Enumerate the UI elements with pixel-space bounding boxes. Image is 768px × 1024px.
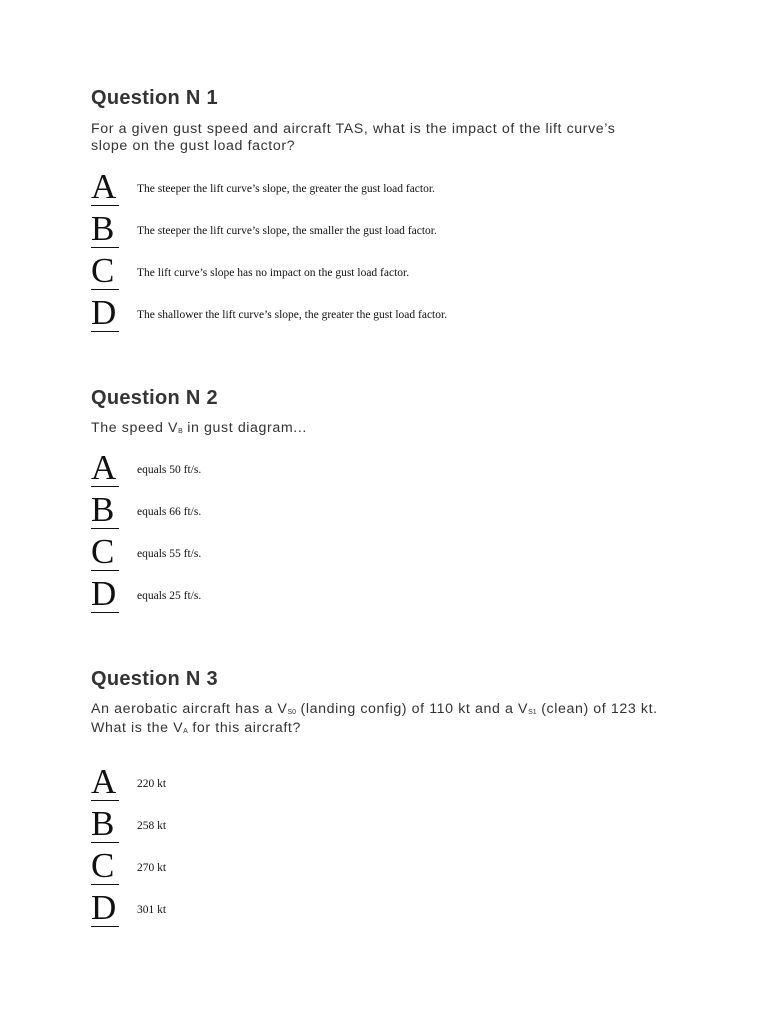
- answer-option-d[interactable]: [91, 293, 691, 338]
- option-letter: A: [91, 451, 119, 487]
- question-text-part: for this aircraft?: [187, 720, 301, 736]
- answer-option-a[interactable]: [91, 448, 691, 493]
- option-text: 270 kt: [137, 862, 167, 874]
- question-text: [91, 701, 681, 739]
- option-text: 220 kt: [137, 778, 167, 790]
- option-letter: B: [91, 493, 119, 529]
- question-text-part: in gust diagram...: [182, 420, 307, 436]
- option-letter: A: [91, 170, 119, 206]
- question-title: [91, 86, 691, 110]
- answer-options: [91, 448, 691, 619]
- question-number: 2: [206, 387, 218, 409]
- answer-option-a[interactable]: [91, 167, 691, 212]
- question-3: [91, 667, 691, 927]
- question-title: [91, 386, 691, 410]
- question-text-part: What is the V: [91, 720, 184, 736]
- question-label: Question N: [91, 668, 201, 690]
- option-text: The steeper the lift curve’s slope, the smaller the gust load factor.: [137, 225, 437, 237]
- question-label: Question N: [91, 87, 201, 109]
- option-letter: A: [91, 765, 119, 801]
- answer-option-b[interactable]: [91, 209, 691, 254]
- question-text-part: The speed V: [91, 420, 179, 436]
- option-text: equals 25 ft/s.: [137, 590, 202, 602]
- answer-option-a[interactable]: [91, 762, 691, 807]
- question-label: Question N: [91, 387, 201, 409]
- question-2: [91, 386, 691, 613]
- answer-option-c[interactable]: [91, 532, 691, 577]
- option-text: The steeper the lift curve’s slope, the greater the gust load factor.: [137, 183, 435, 195]
- answer-options: [91, 762, 691, 933]
- question-text: [91, 420, 691, 439]
- question-text-part: (landing config) of 110 kt and a V: [295, 701, 529, 717]
- question-number: 1: [206, 87, 218, 109]
- option-letter: B: [91, 807, 119, 843]
- question-title: [91, 667, 691, 691]
- option-text: The lift curve’s slope has no impact on the gust load factor.: [137, 267, 410, 279]
- question-number: 3: [206, 668, 218, 690]
- option-letter: C: [91, 849, 119, 885]
- option-letter: D: [91, 296, 119, 332]
- answer-option-d[interactable]: [91, 574, 691, 619]
- option-letter: B: [91, 212, 119, 248]
- option-letter: D: [91, 577, 119, 613]
- subscript: B: [178, 428, 183, 435]
- answer-option-c[interactable]: [91, 846, 691, 891]
- option-text: 301 kt: [137, 904, 167, 916]
- option-text: equals 66 ft/s.: [137, 506, 202, 518]
- subscript: S0: [287, 709, 296, 716]
- answer-option-b[interactable]: [91, 490, 691, 535]
- option-text: The shallower the lift curve’s slope, the greater the gust load factor.: [137, 309, 448, 321]
- answer-options: [91, 167, 691, 338]
- answer-option-c[interactable]: [91, 251, 691, 296]
- question-1: [91, 86, 691, 332]
- option-letter: D: [91, 891, 119, 927]
- option-letter: C: [91, 254, 119, 290]
- option-text: 258 kt: [137, 820, 167, 832]
- option-text: equals 50 ft/s.: [137, 464, 202, 476]
- question-text-part: An aerobatic aircraft has a V: [91, 701, 288, 717]
- option-letter: C: [91, 535, 119, 571]
- subscript: S1: [528, 709, 537, 716]
- option-text: equals 55 ft/s.: [137, 548, 202, 560]
- question-text-part: (clean) of 123 kt.: [536, 701, 658, 717]
- answer-option-b[interactable]: [91, 804, 691, 849]
- subscript: A: [183, 728, 188, 735]
- question-text: For a given gust speed and aircraft TAS, what is the impact of the lift curve’s slope on the gust load factor?: [91, 121, 616, 154]
- answer-option-d[interactable]: [91, 888, 691, 933]
